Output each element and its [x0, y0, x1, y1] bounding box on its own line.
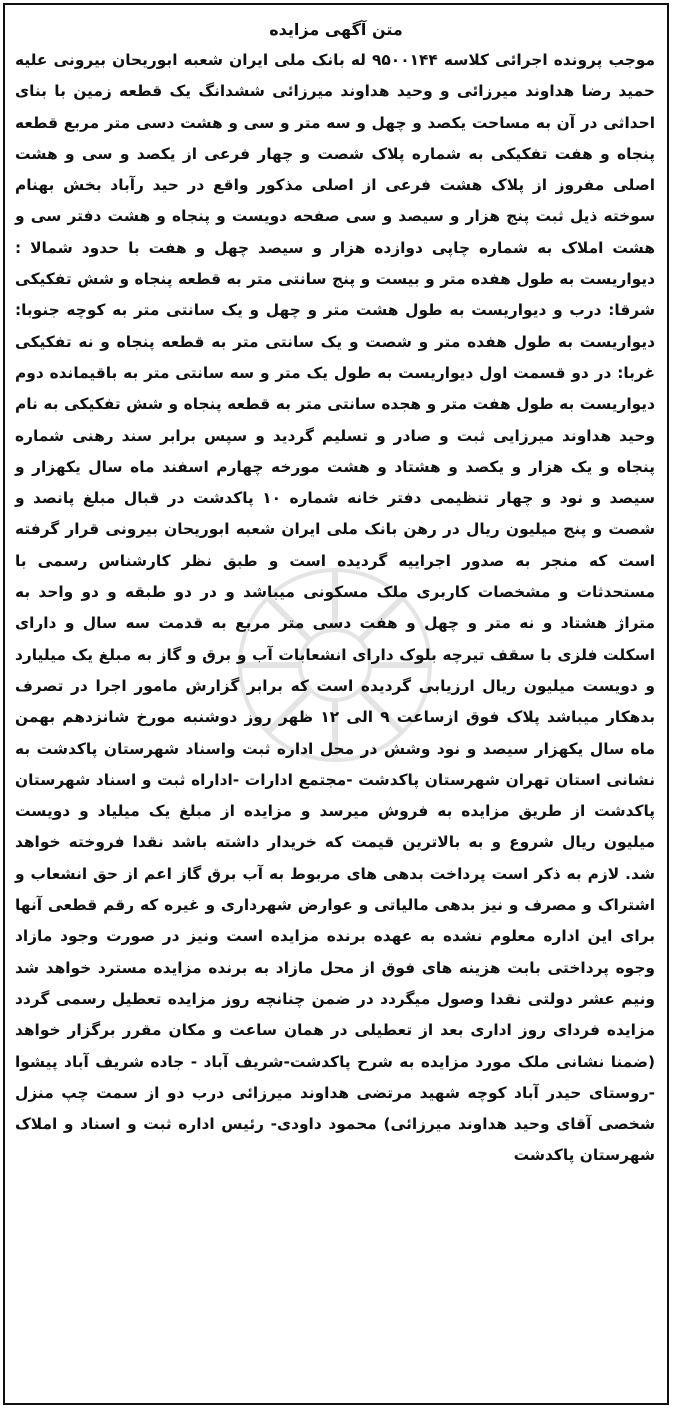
notice-title: متن آگهی مزایده — [269, 20, 403, 39]
notice-body: موجب پرونده اجرائی کلاسه ۹۵۰۰۱۴۴ له بانک ملی ایران شعبه ابوریحان بیرونی علیه حمید رضا هداوند میرزائی و وحید هداوند میرزائی ششدانگ یک قطعه زمین با بنای احداثی در آن به مساحت یکصد و چهل و سه متر و سی و هشت دسی متر مربع قطعه پنجاه و هفت تفکیکی به شماره پلاک شصت و چهار فرعی از یکصد و سی و هشت اصلی مفروز از پلاک هشت فرعی از اصلی مذکور واقع در حید رآباد بخش بهنام سوخته ذیل ثبت پنج هزار و سیصد و سی صفحه دویست و پنجاه و هشت دفتر سی و هشت املاک به شماره چاپی دوازده هزار و سیصد چهل و هفت با حدود شمالا : دیواریست به طول هفده متر و بیست و پنج سانتی متر به قطعه پنجاه و شش تفکیکی شرقا: درب و دیواریست به طول هشت متر و چهل و یک سانتی متر به کوچه جنوبا: دیواریست به طول هفده متر و شصت و یک سانتی متر به قطعه پنجاه و نه تفکیکی غربا: در دو قسمت اول دیواریست به طول یک متر و سه سانتی متر به باقیمانده دوم دیواریست به طول هفت متر و هجده سانتی متر به قطعه پنجاه و شش تفکیکی به نام وحید هداوند میرزایی ثبت و صادر و تسلیم گردید و سپس برابر سند رهنی شماره پنجاه و یک هزار و یکصد و هشتاد و هشت مورخه چهارم اسفند ماه سال یکهزار و سیصد و نود و چهار تنظیمی دفتر خانه شماره ۱۰ پاکدشت در قبال مبلغ پانصد و شصت و پنج میلیون ریال در رهن بانک ملی ایران شعبه ابوریحان بیرونی قرار گرفته است که منجر به صدور اجراییه گردیده است و طبق نظر کارشناس رسمی با مستحدثات و مشخصات کاربری ملک مسکونی میباشد و در دو طبقه و دو واحد به متراژ هشتاد و نه متر و چهل و هفت دسی متر مربع به قدمت سه سال و دارای اسکلت فلزی با سقف تیرچه بلوک دارای انشعابات آب و برق و گاز به مبلغ یک میلیارد و دویست میلیون ریال ارزیابی گردیده است که برابر گزارش مامور اجرا در تصرف بدهکار میباشد پلاک فوق ازساعت ۹ الی ۱۲ ظهر روز دوشنبه مورخ شانزدهم بهمن ماه سال یکهزار سیصد و نود وشش در محل اداره ثبت واسناد شهرستان پاکدشت به نشانی استان تهران شهرستان پاکدشت -مجتمع ادارات -اداراه ثبت و اسناد شهرستان پاکدشت از طریق مزایده به فروش میرسد و مزایده از مبلغ یک میلیاد و دویست میلیون ریال شروع و به بالاترین قیمت که خریدار داشته باشد نقدا فروخته خواهد شد. لازم به ذکر است پرداخت بدهی های مربوط به آب برق گاز اعم از حق انشعاب و اشتراک و مصرف و نیز بدهی مالیاتی و عوارض شهرداری و غیره که رقم قطعی آنها برای این اداره معلوم نشده به عهده برنده مزایده است ونیز در صورت وجود مازاد وجوه پرداختی بابت هزینه های فوق از محل مازاد به برنده مزایده مسترد خواهد شد ونیم عشر دولتی نقدا وصول میگردد در ضمن چنانچه روز مزایده تعطیل رسمی گردد مزایده فردای روز اداری بعد از تعطیلی در همان ساعت و مکان مقرر برگزار خواهد (ضمنا نشانی ملک مورد مزایده به شرح پاکدشت-شریف آباد - جاده شریف آباد پیشوا -روستای حیدر آباد کوچه شهید مرتضی هداوند میرزائی درب دو از سمت چپ منزل شخصی آقای وحید هداوند میرزائی) محمود داودی- رئیس اداره ثبت و اسناد و املاک شهرستان پاکدشت — [15, 51, 656, 1165]
notice-frame — [3, 3, 669, 1405]
